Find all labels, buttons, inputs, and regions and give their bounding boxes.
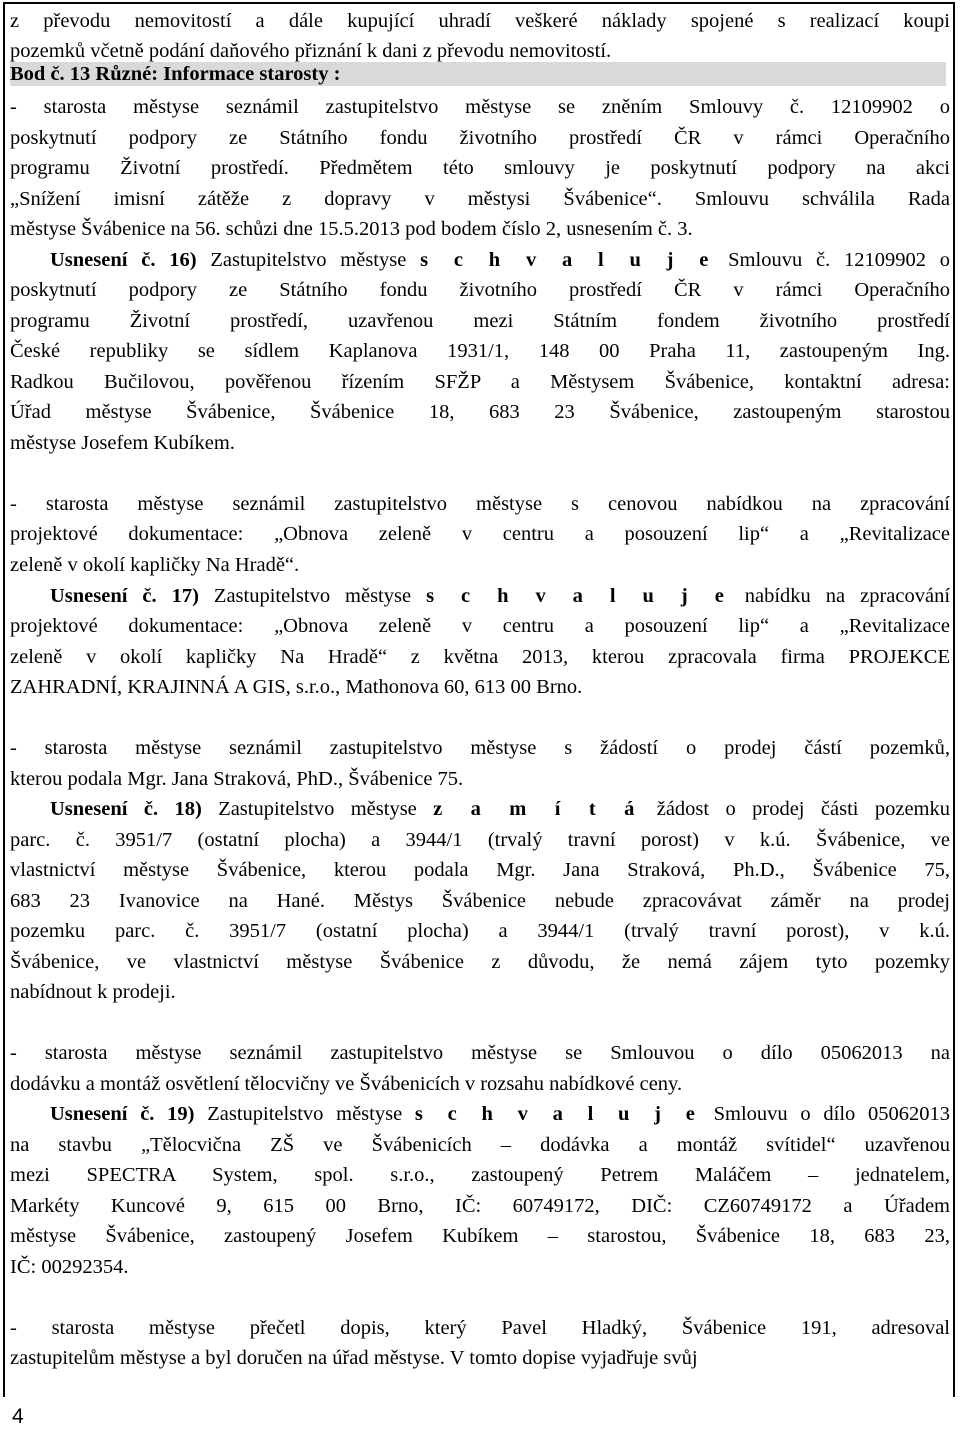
text-line: z převodu nemovitostí a dále kupující uhradí veškeré náklady spojené s realizací koupi: [10, 10, 950, 32]
text-line: ZAHRADNÍ, KRAJINNÁ A GIS, s.r.o., Mathonova 60, 613 00 Brno.: [10, 676, 583, 698]
text-line: městyse Švábenice na 56. schůzi dne 15.5.2013 pod bodem číslo 2, usnesením č. 3.: [10, 218, 693, 240]
text-line: zastupitelům městyse a byl doručen na úřad městyse. V tomto dopise vyjadřuje svůj: [10, 1347, 698, 1369]
text-line: programu Životní prostředí, uzavřenou mezi Státním fondem životního prostředí: [10, 310, 950, 332]
text-line: městyse Josefem Kubíkem.: [10, 432, 235, 454]
text-line: mezi SPECTRA System, spol. s.r.o., zastoupený Petrem Maláčem – jednatelem,: [10, 1164, 950, 1186]
resolution-number: Usnesení č. 16): [50, 249, 197, 271]
resolution-text: Zastupitelstvo městyse: [196, 249, 421, 271]
text-line: - starosta městyse přečetl dopis, který Pavel Hladký, Švábenice 191, adresoval: [10, 1317, 950, 1339]
resolution-number: Usnesení č. 19): [50, 1103, 195, 1125]
text-line: městyse Švábenice, zastoupený Josefem Kubíkem – starostou, Švábenice 18, 683 23,: [10, 1225, 950, 1247]
page-number: 4: [12, 1405, 24, 1428]
text-line: Radkou Bučilovou, pověřenou řízením SFŽP a Městysem Švábenice, kontaktní adresa:: [10, 371, 950, 393]
text-line: - starosta městyse seznámil zastupitelstvo městyse s žádostí o prodej částí pozemků,: [10, 737, 950, 759]
text-line: - starosta městyse seznámil zastupitelstvo městyse se zněním Smlouvy č. 12109902 o: [10, 96, 950, 118]
resolution-text: nabídku na zpracování: [729, 585, 951, 607]
text-line: projektové dokumentace: „Obnova zeleně v centru a posouzení lip“ a „Revitalizace: [10, 615, 950, 637]
resolution-verb: s c h v a l u j e: [420, 249, 715, 271]
resolution-text: Zastupitelstvo městyse: [201, 798, 434, 820]
text-line: [50, 245, 950, 275]
resolution-number: Usnesení č. 18): [50, 798, 202, 820]
resolution-verb: s c h v a l u j e: [426, 585, 730, 607]
text-line: na stavbu „Tělocvična ZŠ ve Švábenicích – dodávka a montáž svítidel“ uzavřenou: [10, 1134, 950, 1156]
text-line: „Snížení imisní zátěže z dopravy v městysi Švábenice“. Smlouvu schválila Rada: [10, 188, 950, 210]
text-line: poskytnutí podpory ze Státního fondu životního prostředí ČR v rámci Operačního: [10, 279, 950, 301]
resolution-verb: z a m í t á: [433, 798, 641, 820]
text-line: Markéty Kuncové 9, 615 00 Brno, IČ: 60749172, DIČ: CZ60749172 a Úřadem: [10, 1195, 950, 1217]
text-line: nabídnout k prodeji.: [10, 981, 176, 1003]
text-line: [50, 794, 950, 824]
text-line: IČ: 00292354.: [10, 1256, 129, 1278]
text-line: parc. č. 3951/7 (ostatní plocha) a 3944/1 (trvalý travní porost) v k.ú. Švábenice, ve: [10, 829, 950, 851]
resolution-text: Zastupitelstvo městyse: [198, 585, 427, 607]
text-line: zeleně v okolí kapličky Na Hradě“.: [10, 554, 300, 576]
resolution-text: žádost o prodej části pozemku: [640, 798, 950, 820]
resolution-text: Zastupitelstvo městyse: [194, 1103, 415, 1125]
text-line: dodávku a montáž osvětlení tělocvičny ve Švábenicích v rozsahu nabídkové ceny.: [10, 1073, 683, 1095]
text-line: [50, 581, 950, 611]
text-line: kterou podala Mgr. Jana Straková, PhD., Švábenice 75.: [10, 768, 464, 790]
text-line: Švábenice, ve vlastnictví městyse Švábenice z důvodu, že nemá zájem tyto pozemky: [10, 951, 950, 973]
text-line: vlastnictví městyse Švábenice, kterou podala Mgr. Jana Straková, Ph.D., Švábenice 75,: [10, 859, 950, 881]
text-line: České republiky se sídlem Kaplanova 1931/1, 148 00 Praha 11, zastoupeným Ing.: [10, 340, 950, 362]
text-line: Úřad městyse Švábenice, Švábenice 18, 683 23 Švábenice, zastoupeným starostou: [10, 401, 950, 423]
text-line: programu Životní prostředí. Předmětem této smlouvy je poskytnutí podpory na akci: [10, 157, 950, 179]
text-line: projektové dokumentace: „Obnova zeleně v centru a posouzení lip“ a „Revitalizace: [10, 523, 950, 545]
text-line: zeleně v okolí kapličky Na Hradě“ z května 2013, kterou zpracovala firma PROJEKCE: [10, 646, 950, 668]
text-line: [50, 1099, 950, 1129]
section-heading: Bod č. 13 Různé: Informace starosty :: [10, 62, 946, 86]
text-line: pozemků včetně podání daňového přiznání k dani z převodu nemovitostí.: [10, 40, 612, 62]
text-line: 683 23 Ivanovice na Hané. Městys Švábenice nebude zpracovávat záměr na prodej: [10, 890, 950, 912]
text-line: pozemku parc. č. 3951/7 (ostatní plocha) a 3944/1 (trvalý travní porost), v k.ú.: [10, 920, 950, 942]
text-line: - starosta městyse seznámil zastupitelstvo městyse se Smlouvou o dílo 05062013 na: [10, 1042, 950, 1064]
text-line: poskytnutí podpory ze Státního fondu životního prostředí ČR v rámci Operačního: [10, 127, 950, 149]
resolution-text: Smlouvu č. 12109902 o: [714, 249, 951, 271]
resolution-number: Usnesení č. 17): [50, 585, 199, 607]
text-line: - starosta městyse seznámil zastupitelstvo městyse s cenovou nabídkou na zpracování: [10, 493, 950, 515]
resolution-text: Smlouvu o dílo 05062013: [700, 1103, 951, 1125]
resolution-verb: s c h v a l u j e: [414, 1103, 701, 1125]
